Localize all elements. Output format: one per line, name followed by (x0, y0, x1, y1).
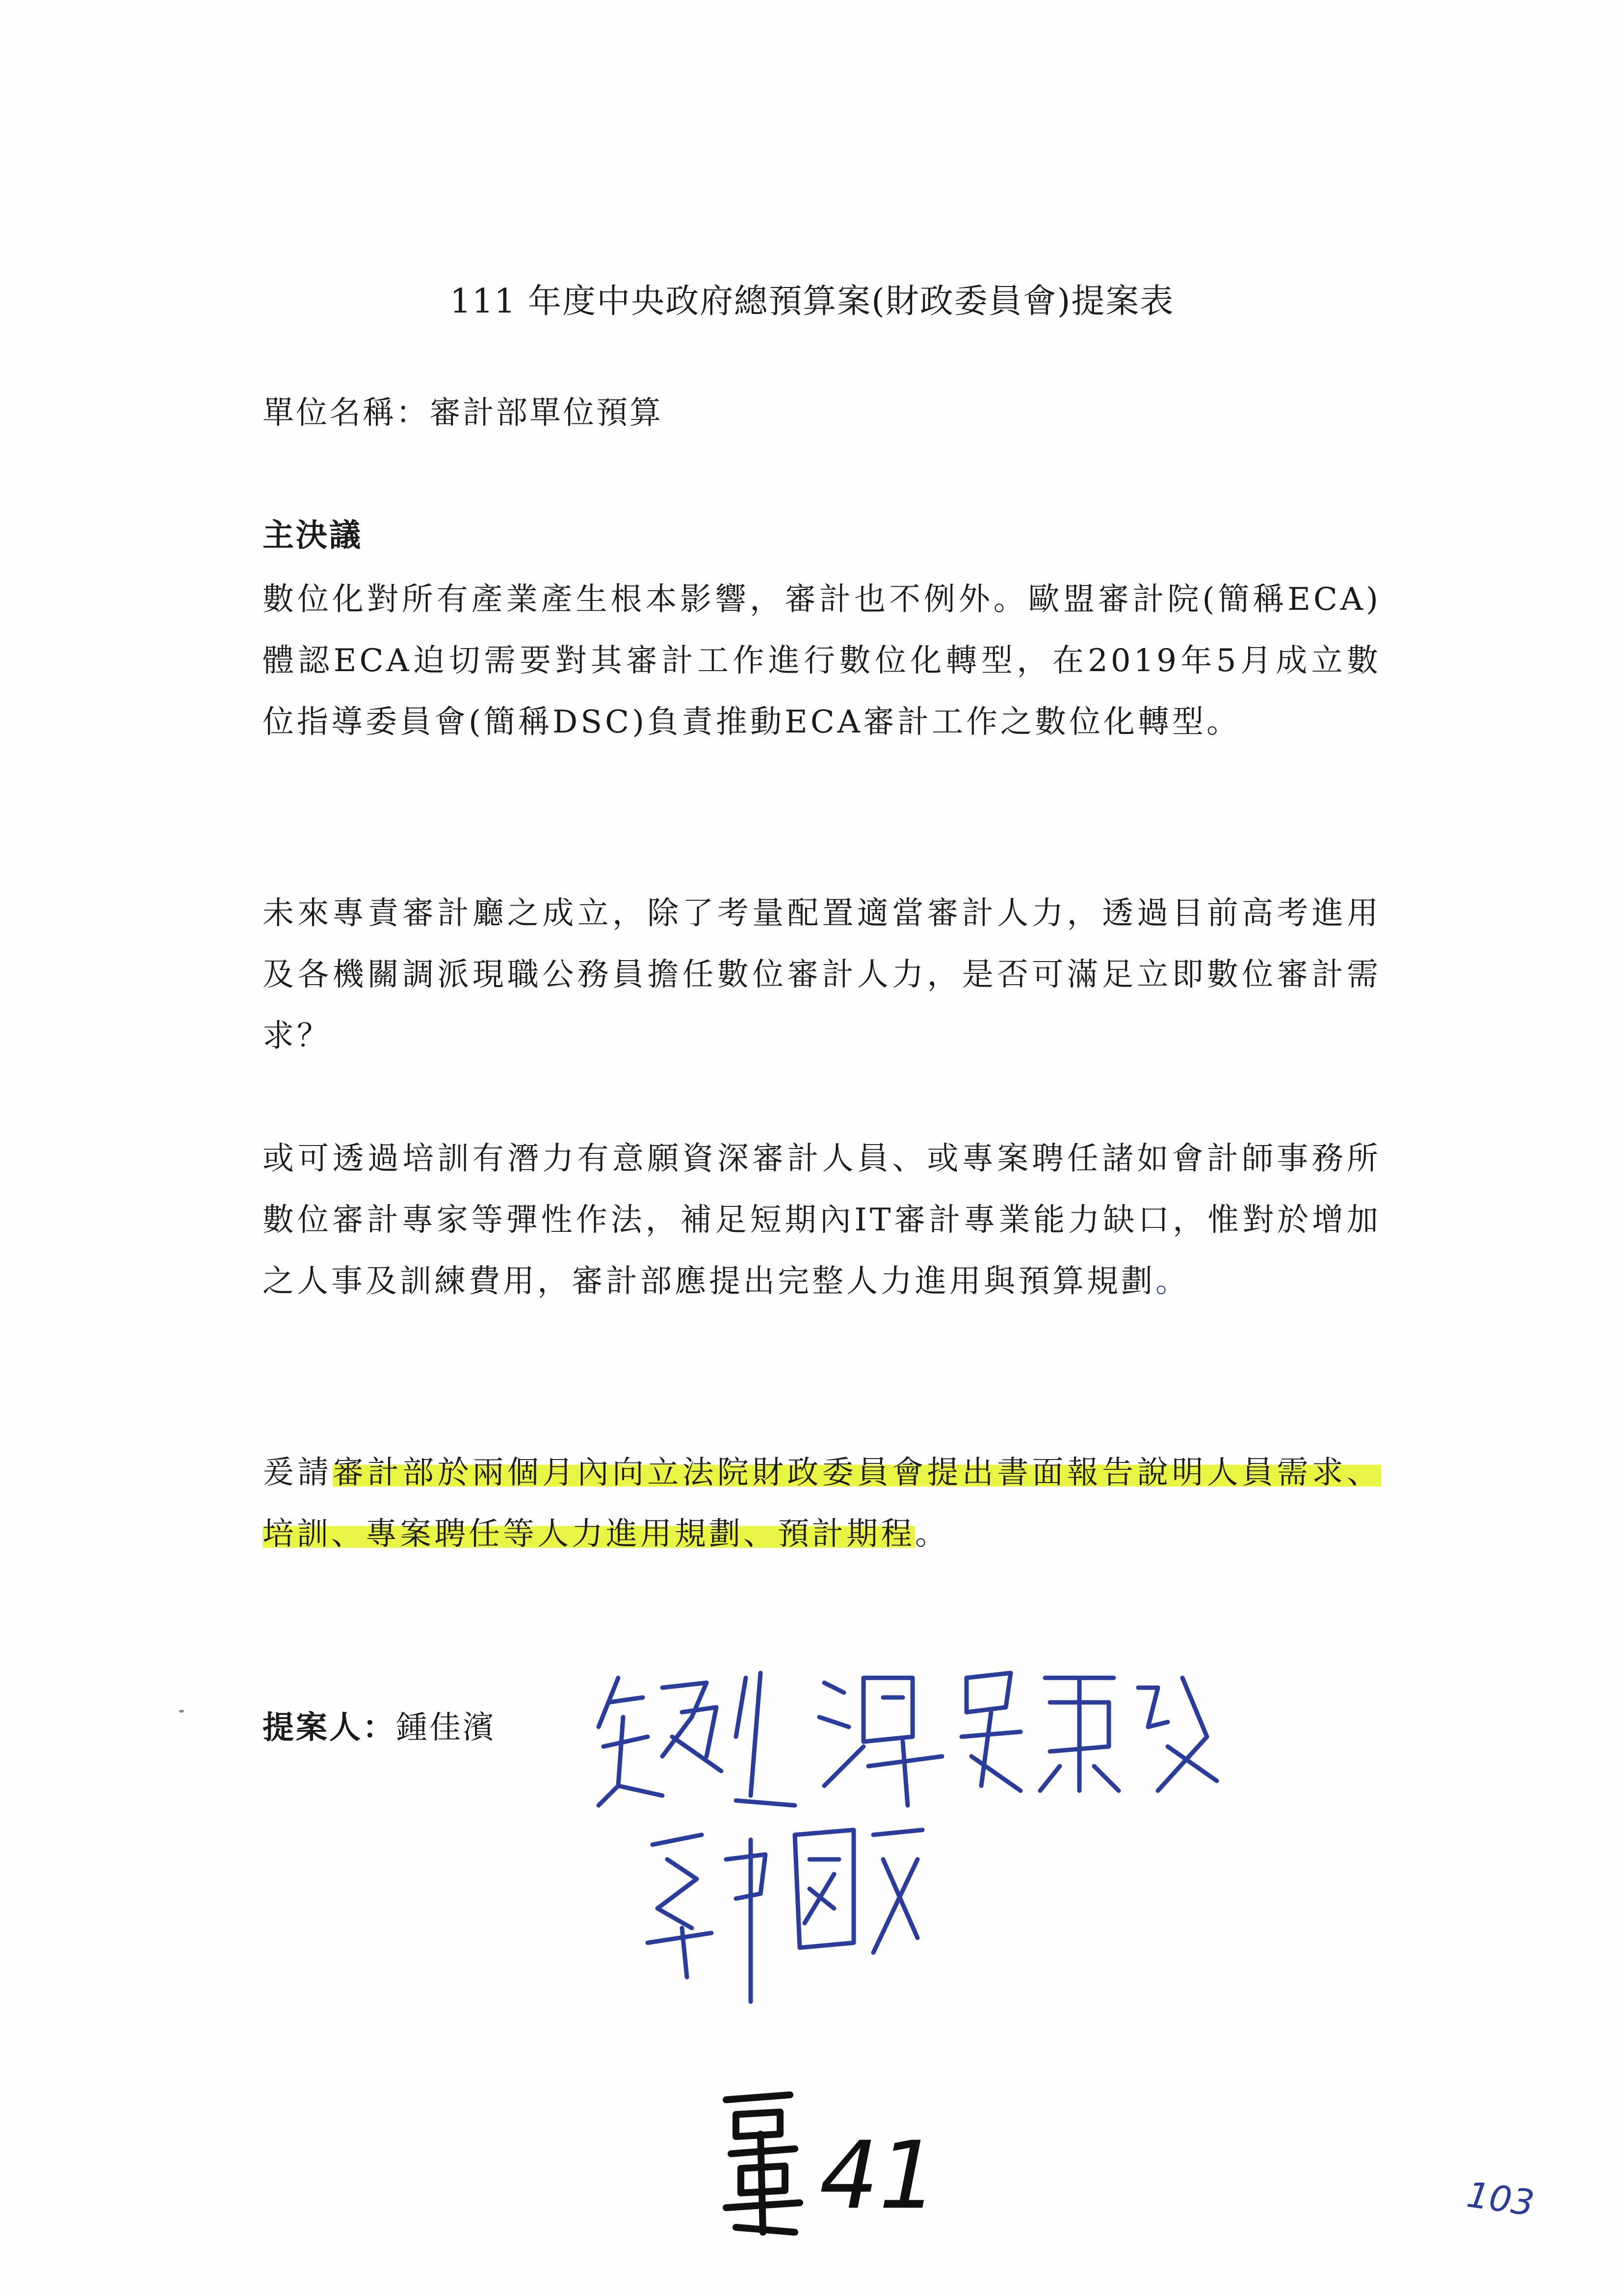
paragraph-2: 未來專責審計廳之成立，除了考量配置適當審計人力，透過目前高考進用及各機關調派現職公務員擔任數位審計人力，是否可滿足立即數位審計需求？ (262, 895, 1381, 1054)
paragraph-4-suffix: 。 (915, 1516, 949, 1552)
stamp-number: 41 (819, 2121, 938, 2230)
handwritten-signature-3 (638, 1815, 942, 2011)
paragraph-4 (262, 1442, 1381, 1565)
page-number-mark (1462, 2168, 1570, 2237)
proposer-name: 鍾佳濱 (396, 1710, 496, 1746)
highlighted-text: 審計部於兩個月內向立法院財政委員會提出書面報告說明人員需求、培訓、專案聘任等人力進用規劃、預計期程 (262, 1455, 1382, 1552)
handwritten-signature-2 (952, 1658, 1227, 1805)
unit-name-line: 單位名稱：審計部單位預算 (262, 395, 663, 431)
page-number: 103 (1464, 2173, 1537, 2224)
handwritten-period-mark: 。 (1155, 1263, 1190, 1300)
document-title: 111 年度中央政府總預算案(財政委員會)提案表 (449, 282, 1175, 321)
paragraph-1: 數位化對所有產業產生根本影響，審計也不例外。歐盟審計院(簡稱ECA)體認ECA迫切需要對其審計工作進行數位化轉型，在2019年5月成立數位指導委員會(簡稱DSC)負責推動ECA審計工作之數位化轉型。 (262, 581, 1381, 740)
paragraph-3 (262, 1128, 1381, 1312)
handwritten-stamp-mark (707, 2085, 938, 2242)
scan-speck (179, 1710, 184, 1713)
paragraph-4-prefix: 爰請 (262, 1455, 333, 1491)
paragraph-3-text: 或可透過培訓有潛力有意願資深審計人員、或專案聘任諸如會計師事務所數位審計專家等彈性作法，補足短期內IT審計專業能力缺口，惟對於增加之人事及訓練費用，審計部應提出完整人力進用與預算規劃 (262, 1141, 1381, 1300)
proposer-label: 提案人： (262, 1710, 396, 1746)
proposer-line (262, 1702, 496, 1748)
section-heading: 主決議 (262, 518, 363, 554)
handwritten-signature-1 (589, 1658, 981, 1820)
